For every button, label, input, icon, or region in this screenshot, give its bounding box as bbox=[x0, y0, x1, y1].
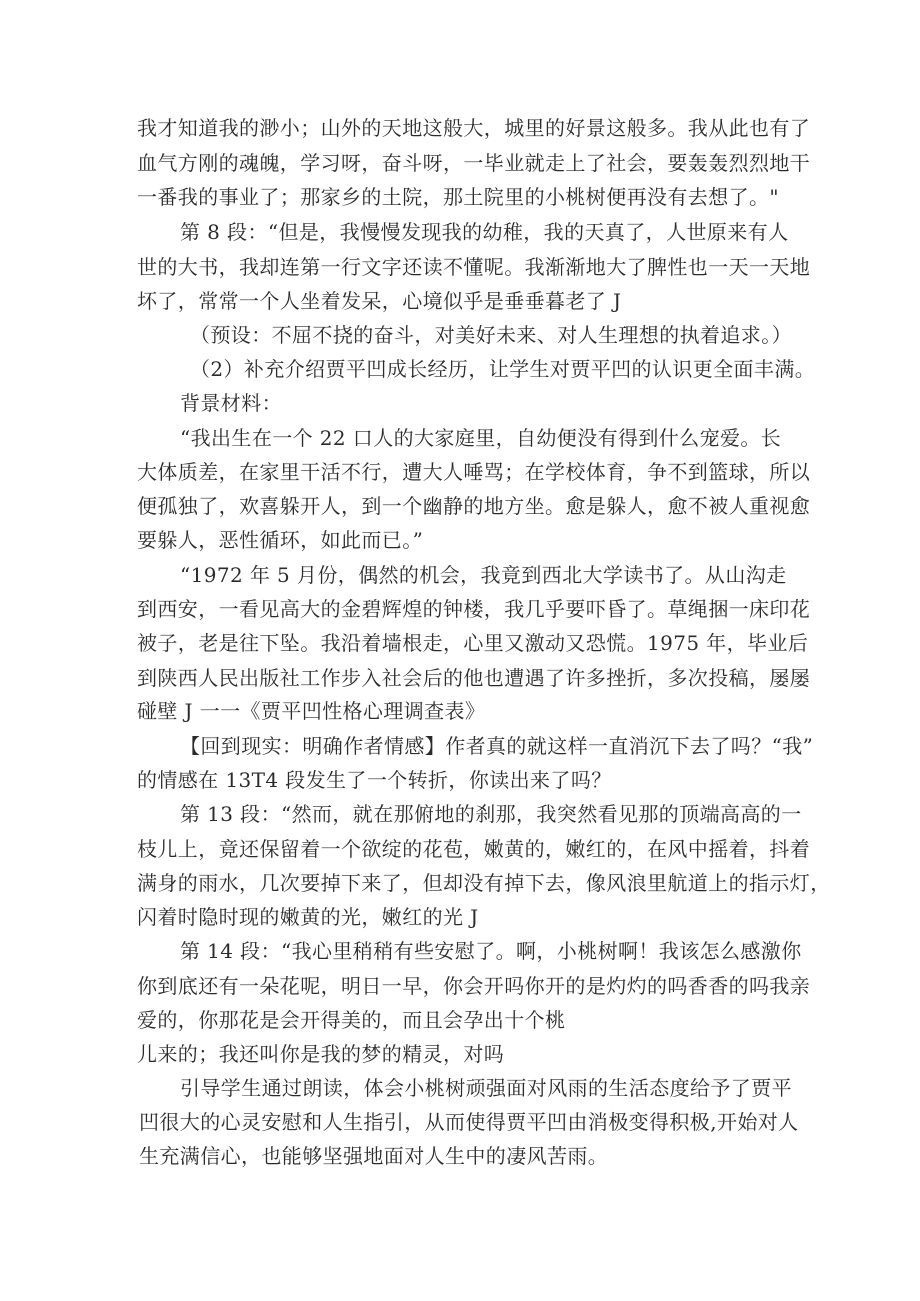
text-line: 到西安，一看见高大的金碧辉煌的钟楼，我几乎要吓昏了。草绳捆一床印花 bbox=[137, 597, 811, 621]
text-line: 儿来的；我还叫你是我的梦的精灵，对吗 bbox=[137, 1042, 505, 1066]
text-line: 到陕西人民出版社工作步入社会后的他也遭遇了许多挫折，多次投稿，屡屡 bbox=[137, 666, 811, 690]
text-line: 第 8 段：“但是，我慢慢发现我的幼稚，我的天真了，人世原来有人 bbox=[180, 220, 789, 244]
text-line: 背景材料： bbox=[180, 391, 282, 415]
text-line: 满身的雨水，几次要掉下来了，但却没有掉下去，像风浪里航道上的指示灯， bbox=[137, 871, 831, 895]
text-line: 碰壁 J 一一《贾平凹性格心理调查表》 bbox=[137, 699, 486, 723]
text-line: 爱的，你那花是会开得美的，而且会孕出十个桃 bbox=[137, 1008, 566, 1032]
text-line: 第 14 段：“我心里稍稍有些安慰了。啊，小桃树啊！我该怎么感激你 bbox=[180, 939, 802, 963]
text-line: 【回到现实：明确作者情感】作者真的就这样一直消沉下去了吗？“我” bbox=[180, 734, 814, 758]
text-line: 你到底还有一朵花呢，明日一早，你会开吗你开的是灼灼的吗香香的吗我亲 bbox=[137, 974, 811, 998]
text-line: （2）补充介绍贾平凹成长经历，让学生对贾平凹的认识更全面丰满。 bbox=[190, 357, 816, 381]
text-line: 凹很大的心灵安慰和人生指引，从而使得贾平凹由消极变得积极,开始对人 bbox=[139, 1110, 799, 1134]
text-line: 坏了，常常一个人坐着发呆，心境似乎是垂垂暮老了 J bbox=[137, 289, 622, 313]
text-line: 引导学生通过朗读，体会小桃树顽强面对风雨的生活态度给予了贾平 bbox=[180, 1076, 792, 1100]
text-line: 大体质差，在家里干活不行，遭大人唾骂；在学校体育，争不到篮球，所以 bbox=[137, 460, 811, 484]
text-line: （预设：不屈不挠的奋斗，对美好未来、对人生理想的执着追求。） bbox=[190, 323, 792, 347]
text-line: “我出生在一个 22 口人的大家庭里，自幼便没有得到什么宠爱。长 bbox=[180, 426, 782, 450]
text-line: 被子，老是往下坠。我沿着墙根走，心里又激动又恐慌。1975 年，毕业后 bbox=[137, 631, 809, 655]
text-line: 我才知道我的渺小；山外的天地这般大，城里的好景这般多。我从此也有了 bbox=[137, 116, 811, 140]
text-line: 闪着时隐时现的嫩黄的光，嫩红的光 J bbox=[137, 905, 479, 929]
text-line: 要躲人，恶性循环，如此而已。” bbox=[137, 528, 424, 552]
text-line: 的情感在 13T4 段发生了一个转折，你读出来了吗？ bbox=[137, 768, 612, 792]
text-line: 枝儿上，竟还保留着一个欲绽的花苞，嫩黄的，嫩红的，在风中摇着，抖着 bbox=[137, 837, 811, 861]
text-line: 血气方刚的魂魄，学习呀，奋斗呀，一毕业就走上了社会，要轰轰烈烈地干 bbox=[137, 151, 811, 175]
text-line: 一番我的事业了；那家乡的土院，那土院里的小桃树便再没有去想了。" bbox=[137, 185, 779, 209]
text-line: 便孤独了，欢喜躲开人，到一个幽静的地方坐。愈是躲人，愈不被人重视愈 bbox=[137, 494, 811, 518]
text-line: 生充满信心，也能够坚强地面对人生中的凄风苦雨。 bbox=[139, 1144, 609, 1168]
text-line: 世的大书，我却连第一行文字还读不懂呢。我渐渐地大了脾性也一天一天地 bbox=[137, 255, 811, 279]
text-line: 第 13 段：“然而，就在那俯地的刹那，我突然看见那的顶端高高的一 bbox=[180, 802, 802, 826]
text-line: “1972 年 5 月份，偶然的机会，我竟到西北大学读书了。从山沟走 bbox=[180, 563, 787, 587]
